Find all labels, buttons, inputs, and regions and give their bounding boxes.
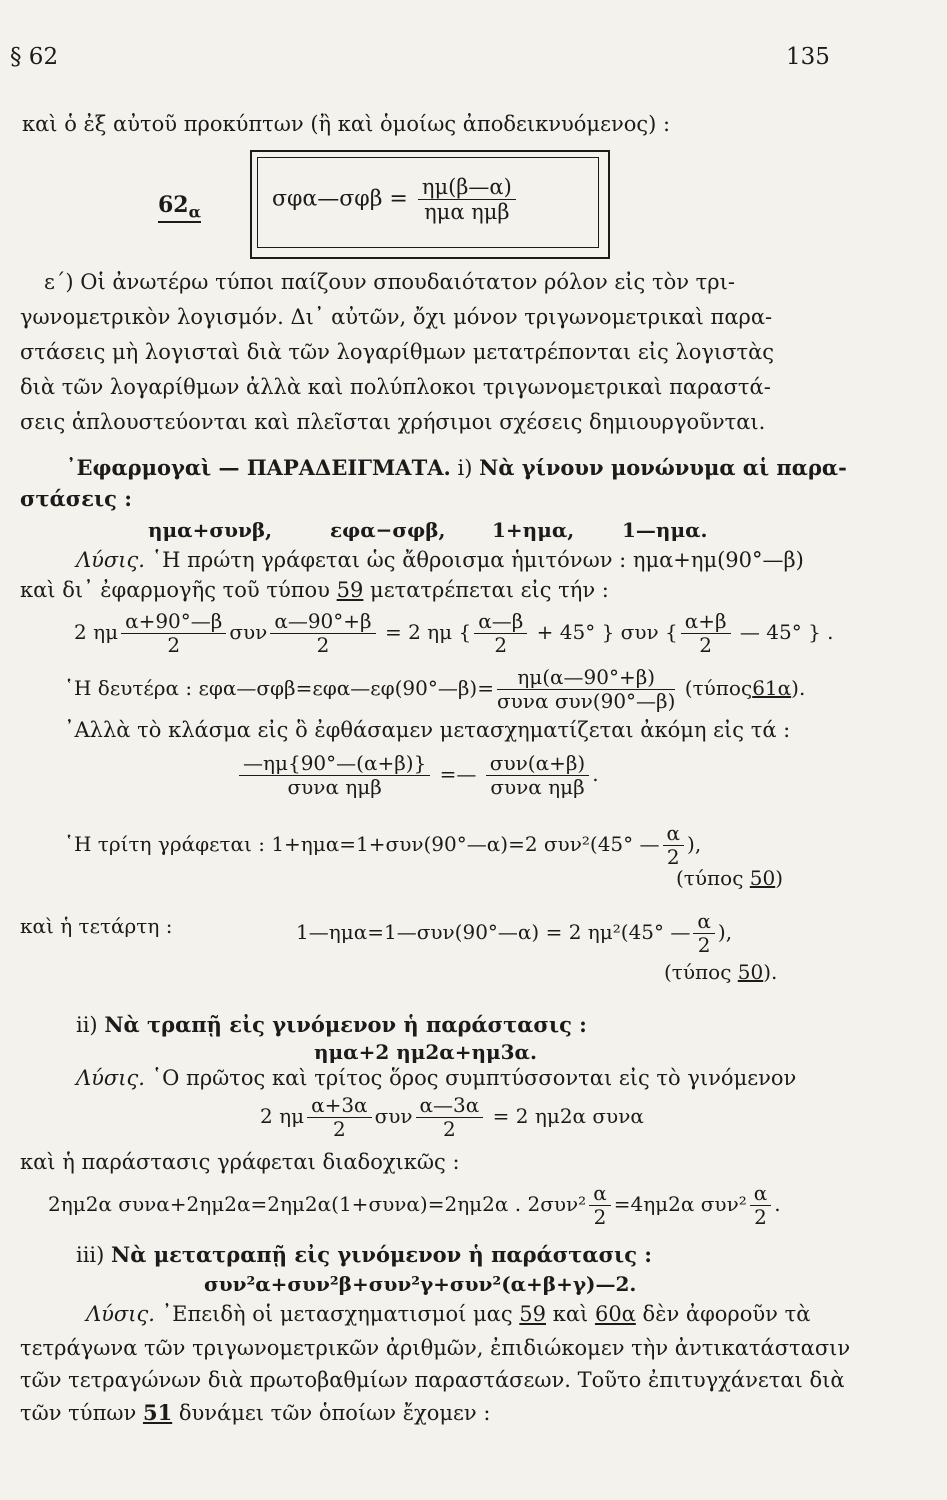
formula-denominator: ημα ημβ <box>424 200 510 225</box>
third-ref-post: ) <box>775 866 784 890</box>
task-iii-solution-label: Λύσις. <box>86 1302 155 1326</box>
task-ii-fa-den: 2 <box>593 1205 607 1229</box>
task-iii-text: Νὰ μετατραπῇ εἰς γινόμενον ἡ παράστασις : <box>111 1242 653 1267</box>
solution-text-2a: καὶ δι᾿ ἐφαρμογῆς τοῦ τύπου <box>20 578 330 602</box>
page-number: 135 <box>786 44 830 70</box>
applications-heading: ᾿Εφαρμογαὶ — ΠΑΡΑΔΕΙΓΜΑΤΑ. <box>66 455 451 480</box>
formula-ref-61a: 61α <box>752 676 792 700</box>
solution-text-2b: μετατρέπεται εἰς τήν : <box>370 578 609 602</box>
expression-2: εφα−σφβ, <box>330 518 446 542</box>
third-line <box>64 822 701 869</box>
task-ii-mid: συν <box>374 1104 413 1128</box>
fourth-fnum: α <box>693 910 715 934</box>
task-ii-eq2-b: =4ημ2α συν² <box>613 1192 747 1216</box>
fourth-line <box>20 914 172 938</box>
task-iii-solution-4 <box>20 1400 490 1425</box>
formula-numerator: ημ(β—α) <box>418 175 516 200</box>
eq1-f3-den: 2 <box>494 633 508 657</box>
second-den: συνα συν(90°—β) <box>496 689 676 713</box>
formula-ref-59-b: 59 <box>519 1302 547 1326</box>
task-iii-solution-3: τῶν τετραγώνων διὰ πρωτοβαθμίων παραστάσεων. Τοῦτο ἐπιτυγχάνεται διὰ <box>20 1368 845 1392</box>
task-ii-fa-num: α <box>589 1182 611 1206</box>
task-iii-l4a: τῶν τύπων <box>20 1401 137 1425</box>
task-i-continuation: στάσεις : <box>20 486 133 511</box>
eq1-f4-num: α+β <box>681 610 731 634</box>
second-expr: εφα—σφβ=εφα—εφ(90°—β)= <box>198 676 494 700</box>
solution-text-1: ῾Η πρώτη γράφεται ὡς ἄθροισμα ἡμιτόνων : ημα+ημ(90°—β) <box>151 548 804 572</box>
third-fden: 2 <box>666 845 680 869</box>
solution-i-line-2 <box>20 578 609 602</box>
task-ii-f2-den: 2 <box>443 1117 456 1141</box>
formula-ref-50-b: 50 <box>737 960 764 984</box>
formula-ref-59: 59 <box>336 578 364 602</box>
fourth-expr-line <box>296 910 732 957</box>
fourth-expr: 1—ημα=1—συν(90°—α) = 2 ημ²(45° — <box>296 920 691 944</box>
task-ii-text: Νὰ τραπῇ εἰς γινόμενον ἡ παράστασις : <box>104 1012 587 1037</box>
eq2-den1: συνα ημβ <box>287 775 382 799</box>
task-iii-l1b: δὲν ἀφοροῦν τὰ <box>642 1302 811 1326</box>
formula-tag: $62_\alpha$ <box>158 192 201 222</box>
eq1-mid: συν <box>229 620 268 644</box>
task-ii-solution-text: ῾Ο πρῶτος καὶ τρίτος ὅρος συμπτύσσονται εἰς τὸ γινόμενον <box>151 1066 797 1090</box>
paragraph-line-5: σεις ἁπλουστεύονται καὶ πλεῖσται χρήσιμοι σχέσεις δημιουργοῦνται. <box>20 410 766 434</box>
fourth-ref <box>664 960 777 984</box>
equation-2 <box>236 752 599 799</box>
fourth-ref-post: ). <box>763 960 778 984</box>
formula-ref-60a: 60α <box>594 1302 636 1326</box>
equation-1 <box>74 610 834 657</box>
task-ii-solution <box>76 1066 796 1090</box>
eq1-pre: 2 ημ <box>74 620 119 644</box>
task-ii-fb-num: α <box>750 1182 772 1206</box>
eq2-eq: =— <box>439 762 477 786</box>
third-ref <box>676 866 783 890</box>
task-ii-prefix: ii) <box>76 1013 98 1037</box>
fourth-end: ), <box>717 920 733 944</box>
second-label: ῾Η δευτέρα : <box>64 676 193 700</box>
eq2-den2: συνα ημβ <box>490 775 585 799</box>
eq2-num1: —ημ{90°—(α+β)} <box>239 752 430 776</box>
task-iii-l1a: ᾿Επειδὴ οἱ μετασχηματισμοί μας <box>161 1302 513 1326</box>
eq1-eq: = 2 ημ { <box>384 620 472 644</box>
task-ii-solution-label: Λύσις. <box>76 1066 145 1090</box>
eq1-f2-num: α—90°+β <box>270 610 375 634</box>
formula-62a <box>272 175 519 224</box>
second-ref-post: ). <box>791 676 806 700</box>
task-ii-expression: ημα+2 ημ2α+ημ3α. <box>314 1040 537 1064</box>
task-ii-line <box>76 1012 587 1037</box>
second-ref-pre: (τύπος <box>684 676 753 700</box>
task-ii-eq-pre: 2 ημ <box>260 1104 305 1128</box>
eq2-end: . <box>592 762 599 786</box>
task-ii-f2-num: α—3α <box>416 1094 484 1118</box>
second-num: ημ(α—90°+β) <box>497 666 675 690</box>
eq1-f3-num: α—β <box>474 610 527 634</box>
applications-heading-line <box>66 455 847 480</box>
paragraph-line-2: γωνομετρικὸν λογισμόν. Δι᾿ αὐτῶν, ὄχι μόνον τριγωνομετρικαὶ παρα- <box>20 305 773 329</box>
paragraph-line-4: διὰ τῶν λογαρίθμων ἀλλὰ καὶ πολύπλοκοι τριγωνομετρικαὶ παραστά- <box>20 375 771 399</box>
paragraph-line-3: στάσεις μὴ λογισταὶ διὰ τῶν λογαρίθμων μετατρέπονται εἰς λογιστὰς <box>20 340 775 364</box>
task-ii-equation-1 <box>260 1094 644 1141</box>
third-label: ῾Η τρίτη γράφεται : <box>64 832 265 856</box>
fourth-ref-pre: (τύπος <box>664 960 732 984</box>
task-ii-equation-2 <box>48 1182 781 1229</box>
solution-i-line-1 <box>76 548 804 572</box>
paragraph-line-1: ε΄) Οἱ ἀνωτέρω τύποι παίζουν σπουδαιότατον ρόλον εἰς τὸν τρι- <box>44 270 735 294</box>
task-iii-solution-1 <box>86 1302 810 1326</box>
task-i-prefix: i) <box>457 456 473 480</box>
formula-ref-50: 50 <box>749 866 776 890</box>
eq1-f1-num: α+90°—β <box>121 610 226 634</box>
third-expr: 1+ημα=1+συν(90°—α)=2 συν²(45° — <box>271 832 660 856</box>
task-ii-rhs: = 2 ημ2α συνα <box>492 1104 644 1128</box>
section-number: § 62 <box>10 44 59 70</box>
task-i-text: Νὰ γίνουν μονώνυμα αἱ παρα- <box>479 455 847 480</box>
second-line <box>64 666 805 713</box>
formula-lhs: σφα—σφβ = <box>272 186 408 212</box>
task-ii-f1-num: α+3α <box>307 1094 372 1118</box>
intro-line: καὶ ὁ ἐξ αὐτοῦ προκύπτων (ἢ καὶ ὁμοίως ἀποδεικνυόμενος) : <box>22 112 671 136</box>
expression-3: 1+ημα, <box>492 518 575 542</box>
task-iii-line <box>76 1242 652 1267</box>
task-ii-continuation: καὶ ἡ παράστασις γράφεται διαδοχικῶς : <box>20 1150 460 1174</box>
eq2-num2: συν(α+β) <box>486 752 589 776</box>
task-iii-l4b: δυνάμει τῶν ὁποίων ἔχομεν : <box>178 1401 491 1425</box>
expression-4: 1—ημα. <box>622 518 708 542</box>
eq1-f2-den: 2 <box>316 633 330 657</box>
but-line: ᾿Αλλὰ τὸ κλάσμα εἰς ὃ ἐφθάσαμεν μετασχηματίζεται ἀκόμη εἰς τά : <box>64 718 791 742</box>
task-iii-prefix: iii) <box>76 1243 105 1267</box>
task-ii-fb-den: 2 <box>754 1205 767 1229</box>
third-end: ), <box>687 832 702 856</box>
third-fnum: α <box>663 822 685 846</box>
third-ref-pre: (τύπος <box>676 866 744 890</box>
solution-label: Λύσις. <box>76 548 145 572</box>
eq1-plus: + 45° } συν { <box>536 620 678 644</box>
task-iii-solution-2: τετράγωνα τῶν τριγωνομετρικῶν ἀριθμῶν, ἐπιδιώκομεν τὴν ἀντικατάστασιν <box>20 1336 851 1360</box>
task-ii-f1-den: 2 <box>332 1117 346 1141</box>
eq1-f1-den: 2 <box>167 633 181 657</box>
eq1-tail: — 45° } . <box>739 620 834 644</box>
task-ii-eq2-end: . <box>774 1192 781 1216</box>
task-iii-l1-and: καὶ <box>552 1302 589 1326</box>
task-iii-expression: συν²α+συν²β+συν²γ+συν²(α+β+γ)—2. <box>204 1272 637 1296</box>
fourth-label: καὶ ἡ τετάρτη : <box>20 914 173 938</box>
eq1-f4-den: 2 <box>699 633 712 657</box>
expression-1: ημα+συνβ, <box>148 518 273 542</box>
formula-ref-51: 51 <box>142 1400 173 1425</box>
fourth-fden: 2 <box>697 933 711 957</box>
task-ii-eq2-a: 2ημ2α συνα+2ημ2α=2ημ2α(1+συνα)=2ημ2α . 2συν² <box>48 1192 587 1216</box>
